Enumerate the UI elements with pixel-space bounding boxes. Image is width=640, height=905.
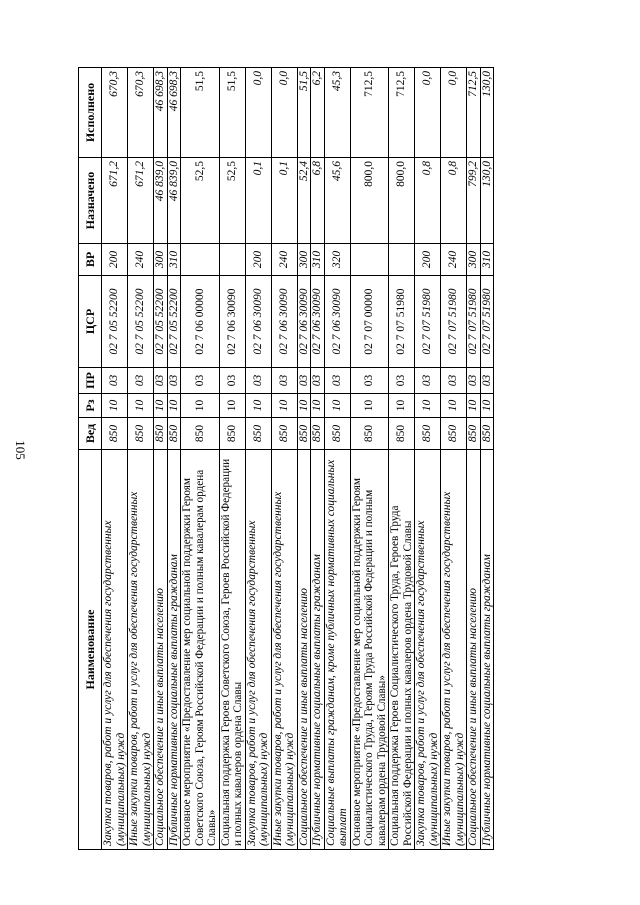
cell-expense-type: 240 [271,244,297,276]
cell-executed: 46 698,3 [167,68,181,158]
cell-section: 10 [219,394,245,418]
cell-section: 10 [311,394,325,418]
cell-assigned: 0,8 [441,158,467,244]
cell-subsection: 03 [467,368,481,394]
cell-target-article: 02 7 06 00000 [181,276,220,368]
cell-target-article: 02 7 06 30090 [324,276,350,368]
cell-dept: 850 [271,418,297,450]
cell-dept: 850 [415,418,441,450]
cell-target-article: 02 7 05 52200 [167,276,181,368]
cell-subsection: 03 [167,368,181,394]
table-row [245,68,271,850]
cell-dept: 850 [441,418,467,450]
table-row [219,68,245,850]
cell-dept: 850 [181,418,220,450]
cell-subsection: 03 [245,368,271,394]
table-header-row [79,68,102,850]
cell-section: 10 [297,394,311,418]
cell-dept: 850 [467,418,481,450]
table-row [324,68,350,850]
cell-dept: 850 [311,418,325,450]
cell-assigned: 6,8 [311,158,325,244]
table-body [102,68,494,850]
cell-assigned: 130,0 [480,158,494,244]
cell-section: 10 [467,394,481,418]
cell-dept: 850 [167,418,181,450]
cell-subsection: 03 [219,368,245,394]
cell-section: 10 [441,394,467,418]
cell-assigned: 800,0 [389,158,415,244]
table-row [441,68,467,850]
cell-name: Социальная поддержка Героев Социалистического Труда, Героев Труда Российской Федерации и полных кавалеров ордена Трудовой Славы [389,450,415,850]
header-subsection: ПР [79,368,102,394]
cell-expense-type [181,244,220,276]
cell-expense-type: 310 [311,244,325,276]
cell-target-article: 02 7 06 30090 [297,276,311,368]
cell-expense-type: 310 [480,244,494,276]
cell-assigned: 0,1 [271,158,297,244]
cell-executed: 0,0 [271,68,297,158]
cell-section: 10 [154,394,168,418]
cell-name: Публичные нормативные социальные выплаты гражданам [311,450,325,850]
cell-expense-type [219,244,245,276]
table-row [415,68,441,850]
cell-target-article: 02 7 07 00000 [350,276,389,368]
cell-expense-type: 200 [415,244,441,276]
cell-expense-type: 310 [167,244,181,276]
cell-executed: 670,3 [102,68,128,158]
cell-assigned: 45,6 [324,158,350,244]
header-expense-type: ВР [79,244,102,276]
cell-executed: 6,2 [311,68,325,158]
cell-section: 10 [245,394,271,418]
cell-dept: 850 [389,418,415,450]
cell-dept: 850 [219,418,245,450]
cell-subsection: 03 [311,368,325,394]
cell-section: 10 [480,394,494,418]
header-name: Наименование [79,450,102,850]
cell-subsection: 03 [441,368,467,394]
cell-section: 10 [102,394,128,418]
cell-name: Закупка товаров, работ и услуг для обеспечения государственных (муниципальных) нужд [415,450,441,850]
cell-section: 10 [324,394,350,418]
cell-name: Социальные выплаты гражданам, кроме публичных нормативных социальных выплат [324,450,350,850]
cell-expense-type: 300 [154,244,168,276]
cell-assigned: 0,1 [245,158,271,244]
table-row [271,68,297,850]
cell-dept: 850 [154,418,168,450]
cell-target-article: 02 7 06 30090 [311,276,325,368]
cell-executed: 712,5 [389,68,415,158]
cell-executed: 45,3 [324,68,350,158]
cell-assigned: 52,4 [297,158,311,244]
cell-name: Публичные нормативные социальные выплаты гражданам [167,450,181,850]
header-target-article: ЦСР [79,276,102,368]
cell-section: 10 [271,394,297,418]
cell-name: Социальное обеспечение и иные выплаты населению [297,450,311,850]
cell-target-article: 02 7 06 30090 [271,276,297,368]
cell-assigned: 0,8 [415,158,441,244]
cell-expense-type: 300 [467,244,481,276]
table-row [102,68,128,850]
cell-assigned: 46 839,0 [154,158,168,244]
cell-target-article: 02 7 07 51980 [415,276,441,368]
table-row [181,68,220,850]
table-row [297,68,311,850]
cell-expense-type: 240 [441,244,467,276]
cell-executed: 0,0 [441,68,467,158]
table-row [128,68,154,850]
cell-dept: 850 [324,418,350,450]
table-row [467,68,481,850]
cell-dept: 850 [297,418,311,450]
cell-target-article: 02 7 05 52200 [128,276,154,368]
header-executed: Исполнено [79,68,102,158]
cell-executed: 51,5 [297,68,311,158]
cell-subsection: 03 [128,368,154,394]
cell-executed: 0,0 [415,68,441,158]
cell-name: Публичные нормативные социальные выплаты гражданам [480,450,494,850]
cell-subsection: 03 [350,368,389,394]
cell-name: Социальная поддержка Героев Советского Союза, Героев Российской Федерации и полных кавалеров ордена Славы [219,450,245,850]
cell-subsection: 03 [297,368,311,394]
cell-dept: 850 [245,418,271,450]
cell-executed: 0,0 [245,68,271,158]
cell-expense-type: 200 [102,244,128,276]
table-row [311,68,325,850]
cell-dept: 850 [102,418,128,450]
cell-section: 10 [181,394,220,418]
header-section: Рз [79,394,102,418]
table-row [389,68,415,850]
cell-expense-type: 200 [245,244,271,276]
cell-section: 10 [350,394,389,418]
cell-name: Иные закупки товаров, работ и услуг для обеспечения государственных (муниципальных) нужд [128,450,154,850]
cell-subsection: 03 [271,368,297,394]
cell-target-article: 02 7 06 30090 [245,276,271,368]
header-assigned: Назначено [79,158,102,244]
cell-subsection: 03 [102,368,128,394]
cell-executed: 712,5 [350,68,389,158]
cell-name: Иные закупки товаров, работ и услуг для обеспечения государственных (муниципальных) нужд [271,450,297,850]
cell-executed: 46 698,3 [154,68,168,158]
cell-target-article: 02 7 05 52200 [154,276,168,368]
cell-section: 10 [128,394,154,418]
table-row [350,68,389,850]
table-row [480,68,494,850]
table-row [167,68,181,850]
cell-section: 10 [167,394,181,418]
cell-subsection: 03 [324,368,350,394]
table-row [154,68,168,850]
cell-expense-type: 320 [324,244,350,276]
header-dept: Вед [79,418,102,450]
cell-subsection: 03 [480,368,494,394]
cell-assigned: 799,2 [467,158,481,244]
budget-table [78,67,494,850]
cell-target-article: 02 7 07 51980 [441,276,467,368]
cell-dept: 850 [480,418,494,450]
page-number: 105 [13,440,28,460]
cell-assigned: 52,5 [219,158,245,244]
cell-assigned: 52,5 [181,158,220,244]
cell-assigned: 671,2 [128,158,154,244]
cell-assigned: 46 839,0 [167,158,181,244]
cell-dept: 850 [128,418,154,450]
cell-section: 10 [389,394,415,418]
cell-executed: 670,3 [128,68,154,158]
cell-name: Социальное обеспечение и иные выплаты населению [154,450,168,850]
cell-expense-type [350,244,389,276]
cell-expense-type [389,244,415,276]
cell-subsection: 03 [154,368,168,394]
cell-name: Основное мероприятие «Предоставление мер социальной поддержки Героям Советского Союза, Героям Российской Федерации и полным кавалерам ордена Славы» [181,450,220,850]
cell-section: 10 [415,394,441,418]
cell-name: Закупка товаров, работ и услуг для обеспечения государственных (муниципальных) нужд [245,450,271,850]
cell-subsection: 03 [181,368,220,394]
cell-executed: 51,5 [219,68,245,158]
cell-target-article: 02 7 07 51980 [389,276,415,368]
cell-name: Иные закупки товаров, работ и услуг для обеспечения государственных (муниципальных) нужд [441,450,467,850]
cell-expense-type: 240 [128,244,154,276]
cell-name: Социальное обеспечение и иные выплаты населению [467,450,481,850]
cell-executed: 130,0 [480,68,494,158]
cell-expense-type: 300 [297,244,311,276]
cell-executed: 51,5 [181,68,220,158]
cell-subsection: 03 [415,368,441,394]
cell-target-article: 02 7 07 51980 [467,276,481,368]
cell-target-article: 02 7 07 51980 [480,276,494,368]
cell-executed: 712,5 [467,68,481,158]
cell-subsection: 03 [389,368,415,394]
cell-target-article: 02 7 05 52200 [102,276,128,368]
cell-dept: 850 [350,418,389,450]
cell-assigned: 800,0 [350,158,389,244]
cell-name: Закупка товаров, работ и услуг для обеспечения государственных (муниципальных) нужд [102,450,128,850]
cell-assigned: 671,2 [102,158,128,244]
rotated-table-container [78,68,543,850]
cell-target-article: 02 7 06 30090 [219,276,245,368]
cell-name: Основное мероприятие «Предоставление мер социальной поддержки Героям Социалистического Труда, Героям Труда Российской Федерации и полным кавалерам ордена Трудовой Славы» [350,450,389,850]
